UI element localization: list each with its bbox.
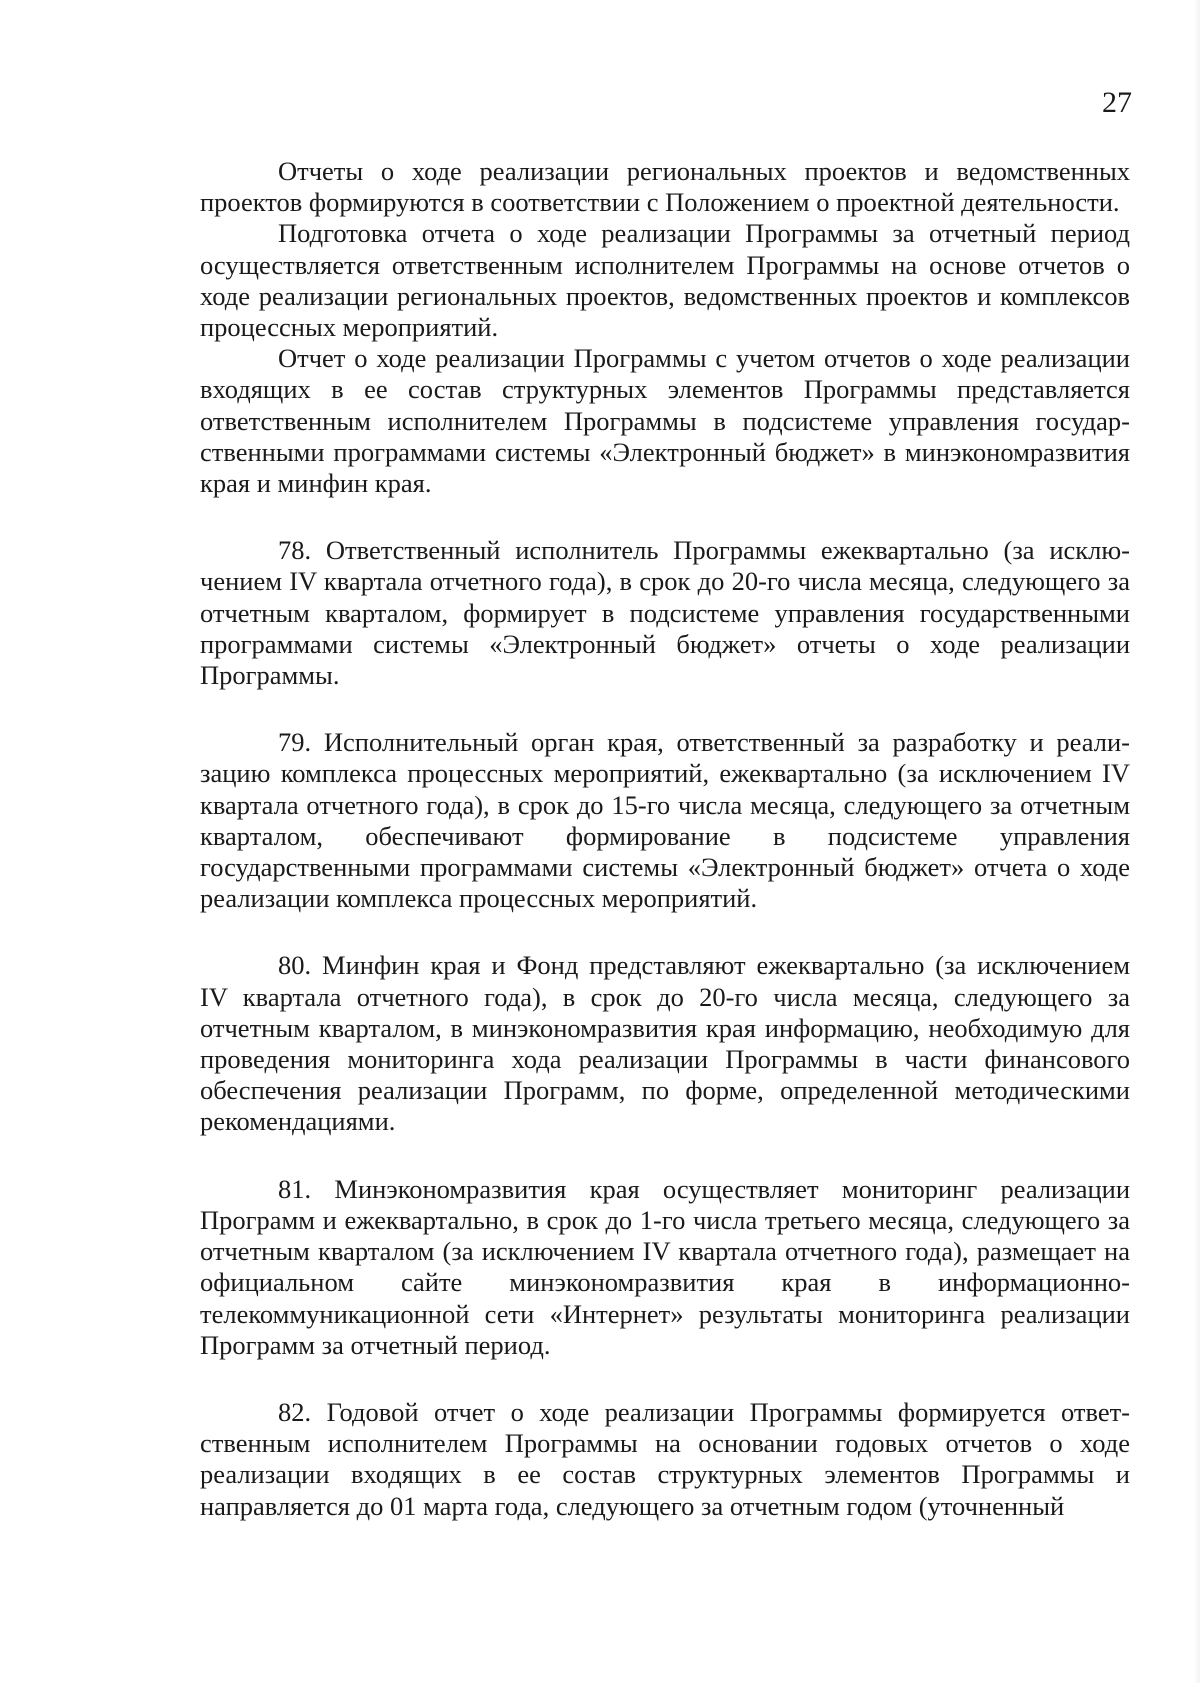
scan-edge xyxy=(1194,0,1200,1683)
paragraph-report-preparation: Подготовка отчета о ходе реализации Программы за отчетный период осуществляется ответственным исполнителем Программы на основе отчетов о ходе реализации региональных проектов, ведомственных проектов и комплексов процессных мероприятий. xyxy=(200,218,1130,343)
paragraph-82: 82. Годовой отчет о ходе реализации Программы формируется ответственным исполнителем Программы на основании годовых отчетов о ходе реализации входящих в ее состав структурных элементов Программы и направляется до 01 марта года, следующего за отчетным годом (уточненный xyxy=(200,1396,1130,1521)
document-body xyxy=(200,156,1130,1522)
paragraph-report-submission: Отчет о ходе реализации Программы с учетом отчетов о ходе реализации входящих в ее состав структурных элементов Программы представляется ответственным исполнителем Программы в подсистеме управления государственными программами системы «Электронный бюджет» в минэкономразвития края и минфин края. xyxy=(200,343,1130,499)
paragraph-78: 78. Ответственный исполнитель Программы ежеквартально (за исключением IV квартала отчетного года), в срок до 20-го числа месяца, следующего за отчетным кварталом, формирует в подсистеме управления государственными программами системы «Электронный бюджет» отчеты о ходе реализации Программы. xyxy=(200,535,1130,691)
paragraph-79: 79. Исполнительный орган края, ответственный за разработку и реализацию комплекса процессных мероприятий, ежеквартально (за исключением IV квартала отчетного года), в срок до 15-го числа месяца, следующего за отчетным кварталом, обеспечивают формирование в подсистеме управления государственными программами системы «Электронный бюджет» отчета о ходе реализации комплекса процессных мероприятий. xyxy=(200,727,1130,914)
page-number: 27 xyxy=(1102,86,1132,119)
paragraph-project-reports: Отчеты о ходе реализации региональных проектов и ведомственных проектов формируются в соответствии с Положением о проектной деятельности. xyxy=(200,156,1130,218)
paragraph-81: 81. Минэкономразвития края осуществляет мониторинг реализации Программ и ежеквартально, в срок до 1-го числа третьего месяца, следующего за отчетным кварталом (за исключением IV квартала отчетного года), размещает на официальном сайте минэкономразвития края в информационно-телекоммуникационной сети «Интернет» результаты мониторинга реализации Программ за отчетный период. xyxy=(200,1173,1130,1360)
paragraph-80: 80. Минфин края и Фонд представляют ежеквартально (за исключением IV квартала отчетного года), в срок до 20-го числа месяца, следующего за отчетным кварталом, в минэкономразвития края информацию, необходимую для проведения мониторинга хода реализации Программы в части финансового обеспечения реализации Программ, по форме, определенной методическими рекомендациями. xyxy=(200,950,1130,1137)
